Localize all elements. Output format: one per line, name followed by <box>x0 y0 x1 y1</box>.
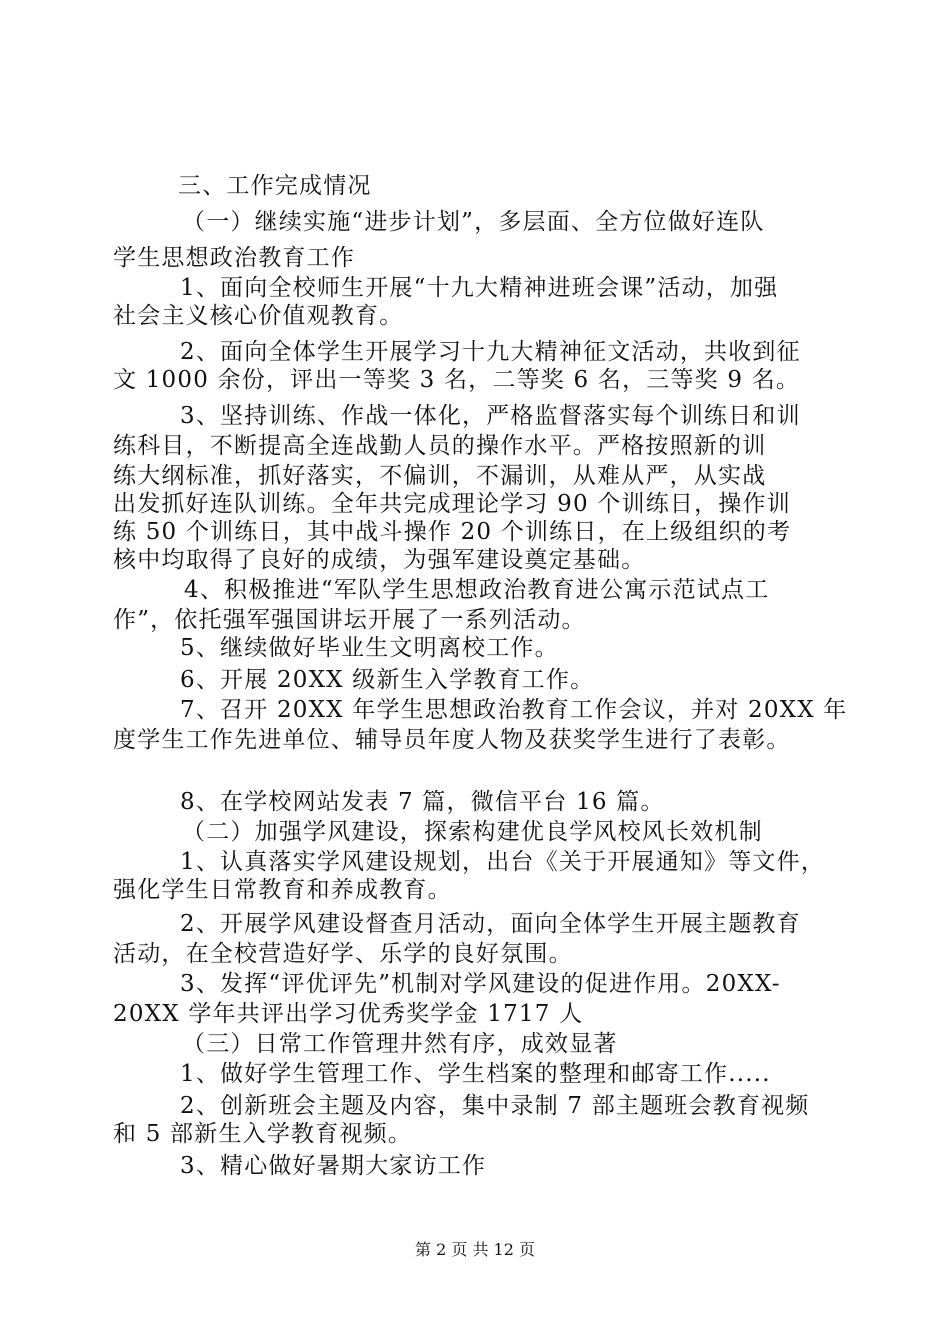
list-item: 3、精心做好暑期大家访工作 <box>180 1153 487 1179</box>
text-line: 文 1000 余份，评出一等奖 3 名，二等奖 6 名，三等奖 9 名。 <box>113 367 801 393</box>
subsection-heading: （二）加强学风建设，探索构建优良学风校风长效机制 <box>182 819 763 845</box>
list-item: 5、继续做好毕业生文明离校工作。 <box>180 635 559 661</box>
list-item: 1、面向全校师生开展“十九大精神进班会课”活动，加强 <box>180 275 779 301</box>
text-line: 作”，依托强军强国讲坛开展了一系列活动。 <box>113 607 586 633</box>
list-item: 7、召开 20XX 年学生思想政治教育工作会议，并对 20XX 年 <box>180 697 848 723</box>
text-line: 出发抓好连队训练。全年共完成理论学习 90 个训练日，操作训 <box>113 491 791 517</box>
list-item: 2、创新班会主题及内容，集中录制 7 部主题班会教育视频 <box>180 1093 810 1119</box>
list-item: 2、面向全体学生开展学习十九大精神征文活动，共收到征 <box>180 339 801 365</box>
text-line: 强化学生日常教育和养成教育。 <box>113 877 452 903</box>
list-item: 3、发挥“评优评先”机制对学风建设的促进作用。20XX- <box>180 971 781 997</box>
page-footer: 第 2 页 共 12 页 <box>415 1240 535 1259</box>
text-line: 活动，在全校营造好学、乐学的良好氛围。 <box>113 941 573 967</box>
subsection-heading: （三）日常工作管理井然有序，成效显著 <box>182 1031 618 1057</box>
list-item: 8、在学校网站发表 7 篇，微信平台 16 篇。 <box>180 789 665 815</box>
list-item: 3、坚持训练、作战一体化，严格监督落实每个训练日和训 <box>180 403 801 429</box>
list-item: 4、积极推进“军队学生思想政治教育进公寓示范试点工 <box>184 577 770 603</box>
section-heading: 三、工作完成情况 <box>178 173 372 199</box>
list-item: 6、开展 20XX 级新生入学教育工作。 <box>180 667 595 693</box>
text-line: 核中均取得了良好的成绩，为强军建设奠定基础。 <box>113 547 646 573</box>
text-line: 社会主义核心价值观教育。 <box>113 303 404 329</box>
text-line: 20XX 学年共评出学习优秀奖学金 1717 人 <box>113 1001 584 1027</box>
text-line: 和 5 部新生入学教育视频。 <box>113 1121 413 1147</box>
text-line: 练大纲标准，抓好落实，不偏训，不漏训，从难从严，从实战 <box>113 463 767 489</box>
text-line: 度学生工作先进单位、辅导员年度人物及获奖学生进行了表彰。 <box>113 727 791 753</box>
text-line: 练 50 个训练日，其中战斗操作 20 个训练日，在上级组织的考 <box>113 519 792 545</box>
subsection-heading: （一）继续实施“进步计划”，多层面、全方位做好连队 <box>182 209 765 235</box>
text-line: 练科目，不断提高全连战勤人员的操作水平。严格按照新的训 <box>113 433 767 459</box>
list-item: 1、做好学生管理工作、学生档案的整理和邮寄工作..... <box>180 1061 771 1087</box>
list-item: 1、认真落实学风建设规划，出台《关于开展通知》等文件， <box>180 849 826 875</box>
text-line: 学生思想政治教育工作 <box>113 245 355 271</box>
list-item: 2、开展学风建设督查月活动，面向全体学生开展主题教育 <box>180 911 801 937</box>
